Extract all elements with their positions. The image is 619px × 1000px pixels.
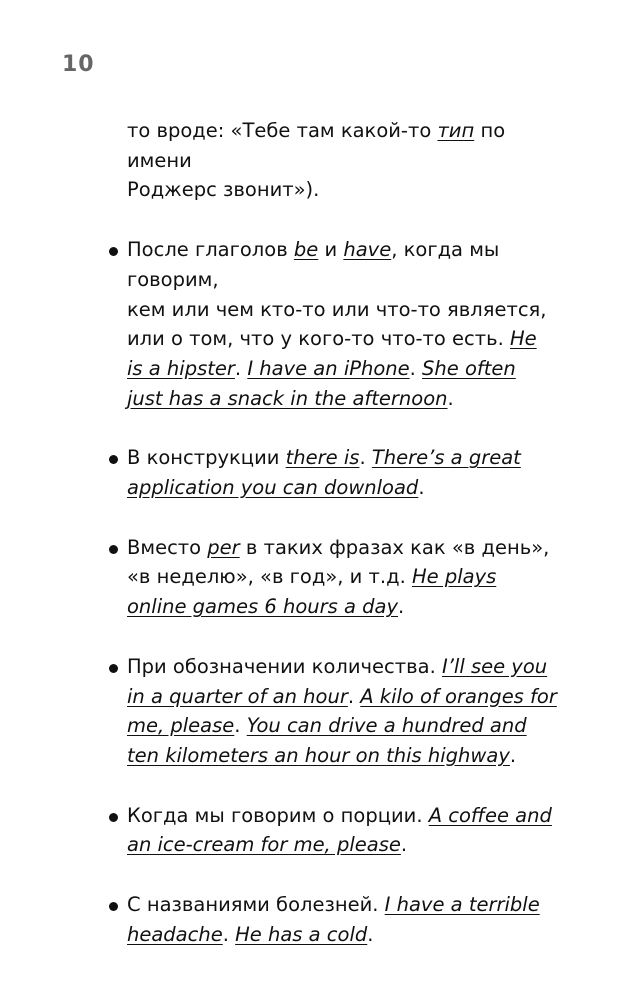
intro-text-3: Роджерс звонит»). (127, 178, 320, 202)
example-text: You can drive a hundred and ten kilometers an hour on this highway (127, 714, 527, 767)
bullet-icon (109, 902, 118, 911)
example-text: He plays online games 6 hours a day (127, 565, 497, 619)
bullet-text: Когда мы говорим о порции. (127, 803, 429, 827)
bullet-text: «в неделю», «в год», и т.д. (127, 565, 412, 589)
bullet-text: в таких фразах как «в день», (239, 535, 550, 559)
bullet-item-there-is: В конструкции there is. There’s a great application you can download. (127, 443, 557, 502)
bullet-text: или о том, что у кого-то что-то есть. (127, 327, 510, 351)
bullet-item-portion: Когда мы говорим о порции. A coffee and an ice-cream for me, please. (127, 801, 557, 860)
term-be: be (293, 238, 319, 262)
bullet-text: , когда мы говорим, (127, 238, 500, 291)
term-there-is: there is (285, 446, 360, 470)
page-content (127, 116, 557, 979)
bullet-text: В конструкции (127, 446, 286, 470)
bullet-text: кем или чем кто-то или что-то является, (127, 297, 547, 321)
example-text: I’ll see you in a quarter of an hour (127, 654, 548, 708)
bullet-icon (109, 664, 118, 673)
intro-word-tip: тип (437, 119, 475, 142)
intro-text-2: по имени (127, 119, 506, 172)
example-text: He is a hipster (127, 327, 537, 380)
bullet-icon (109, 247, 118, 256)
example-text: I have a terrible headache (127, 893, 540, 946)
bullet-icon (109, 545, 118, 554)
bullet-item-illness: С названиями болезней. I have a terrible headache. He has a cold. (127, 890, 557, 949)
example-text: A coffee and an ice-cream for me, please (127, 803, 552, 857)
bullet-icon (109, 813, 118, 822)
bullet-text: При обозначении количества. (127, 654, 442, 678)
bullet-item-quantity: При обозначении количества. I’ll see you in a quarter of an hour. A kilo of oranges for me, please. You can drive a hundred and ten kilometers an hour on this highway. (127, 652, 557, 771)
intro-text-1: то вроде: «Тебе там какой-то (127, 119, 438, 142)
example-text: There’s a great application you can download (127, 446, 521, 500)
term-per: per (207, 535, 240, 559)
bullet-text: и (318, 238, 344, 262)
bullet-icon (109, 455, 118, 464)
bullet-text: Вместо (127, 535, 208, 559)
bullet-text: После глаголов (127, 238, 294, 262)
bullet-item-be-have: После глаголов be и have, когда мы говорим, кем или чем кто-то или что-то является, или о том, что у кого-то что-то есть. He is a hipster. I have an iPhone. She often just has a snack in the afternoon. (127, 235, 557, 413)
term-have: have (343, 238, 392, 262)
bullet-item-per: Вместо per в таких фразах как «в день», «в неделю», «в год», и т.д. He plays online games 6 hours a day. (127, 533, 557, 622)
bullet-text: С названиями болезней. (127, 893, 385, 917)
example-text: She often just has a snack in the afternoon (127, 356, 516, 410)
page-number: 10 (62, 52, 95, 77)
example-text: He has a cold (235, 922, 368, 946)
example-text: A kilo of oranges for me, please (127, 684, 557, 738)
example-text: I have an iPhone (247, 356, 410, 380)
intro-paragraph (127, 116, 557, 205)
